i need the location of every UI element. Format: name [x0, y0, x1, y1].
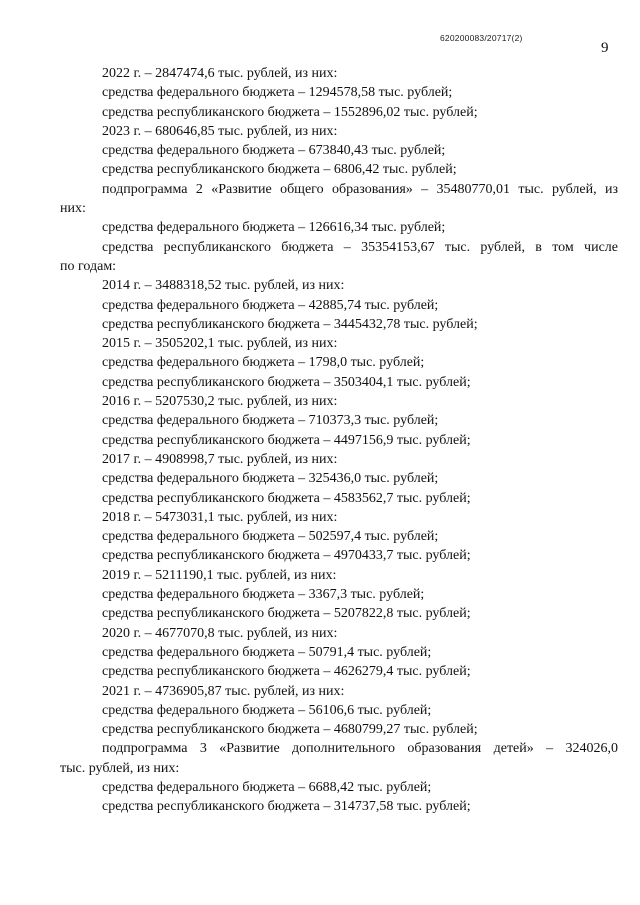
text-line: средства республиканского бюджета – 314737,58 тыс. рублей;: [102, 799, 471, 815]
text-line: средства республиканского бюджета – 3445432,78 тыс. рублей;: [102, 316, 478, 332]
text-line: 2017 г. – 4908998,7 тыс. рублей, из них:: [102, 451, 338, 467]
paragraph-continuation: по годам:: [60, 258, 117, 274]
paragraph-subprogram-3: [60, 739, 618, 778]
paragraph-first-line: подпрограмма 3 «Развитие дополнительного образования детей» – 324026,0: [102, 741, 618, 757]
text-line: 2018 г. – 5473031,1 тыс. рублей, из них:: [102, 509, 338, 525]
document-id: 620200083/20717(2): [440, 33, 523, 43]
text-line: 2022 г. – 2847474,6 тыс. рублей, из них:: [102, 66, 338, 81]
text-line: средства федерального бюджета – 42885,74 тыс. рублей;: [102, 297, 439, 313]
text-line: средства федерального бюджета – 1294578,58 тыс. рублей;: [102, 85, 453, 101]
text-line: 2019 г. – 5211190,1 тыс. рублей, из них:: [102, 567, 337, 583]
page-number: 9: [601, 40, 609, 56]
text-line: средства федерального бюджета – 673840,43 тыс. рублей;: [102, 143, 446, 159]
text-line: 2021 г. – 4736905,87 тыс. рублей, из них:: [102, 683, 345, 699]
text-line: средства республиканского бюджета – 4970433,7 тыс. рублей;: [102, 548, 471, 564]
text-line: 2015 г. – 3505202,1 тыс. рублей, из них:: [102, 336, 338, 352]
text-line: средства федерального бюджета – 325436,0 тыс. рублей;: [102, 471, 439, 487]
text-line: средства федерального бюджета – 56106,6 тыс. рублей;: [102, 702, 432, 718]
text-line: средства республиканского бюджета – 3503404,1 тыс. рублей;: [102, 374, 471, 390]
text-line: средства республиканского бюджета – 4583562,7 тыс. рублей;: [102, 490, 471, 506]
text-line: средства республиканского бюджета – 4680799,27 тыс. рублей;: [102, 722, 478, 738]
text-line: средства федерального бюджета – 3367,3 тыс. рублей;: [102, 587, 425, 603]
text-line: средства федерального бюджета – 126616,34 тыс. рублей;: [102, 220, 446, 236]
text-line: 2020 г. – 4677070,8 тыс. рублей, из них:: [102, 625, 338, 641]
paragraph-subprogram-2: [60, 180, 618, 219]
paragraph-first-line: подпрограмма 2 «Развитие общего образования» – 35480770,01 тыс. рублей, из: [102, 181, 618, 197]
text-line: средства республиканского бюджета – 4497156,9 тыс. рублей;: [102, 432, 471, 448]
text-line: средства федерального бюджета – 6688,42 тыс. рублей;: [102, 779, 432, 795]
text-line: средства федерального бюджета – 50791,4 тыс. рублей;: [102, 644, 432, 660]
paragraph-first-line: средства республиканского бюджета – 35354153,67 тыс. рублей, в том числе: [102, 239, 618, 255]
text-line: средства республиканского бюджета – 1552896,02 тыс. рублей;: [102, 104, 478, 120]
paragraph-continuation: них:: [60, 201, 86, 217]
text-line: средства федерального бюджета – 502597,4 тыс. рублей;: [102, 529, 439, 545]
text-line: средства республиканского бюджета – 6806,42 тыс. рублей;: [102, 162, 457, 178]
text-line: средства федерального бюджета – 1798,0 тыс. рублей;: [102, 355, 425, 371]
text-line: 2014 г. – 3488318,52 тыс. рублей, из них:: [102, 278, 345, 294]
document-body: [60, 64, 618, 817]
text-line: средства федерального бюджета – 710373,3 тыс. рублей;: [102, 413, 439, 429]
paragraph-regional-budget: [60, 238, 618, 277]
paragraph-continuation: тыс. рублей, из них:: [60, 760, 180, 776]
text-line: 2016 г. – 5207530,2 тыс. рублей, из них:: [102, 394, 338, 410]
text-line: 2023 г. – 680646,85 тыс. рублей, из них:: [102, 123, 338, 139]
text-line: средства республиканского бюджета – 4626279,4 тыс. рублей;: [102, 664, 471, 680]
text-line: средства республиканского бюджета – 5207822,8 тыс. рублей;: [102, 606, 471, 622]
